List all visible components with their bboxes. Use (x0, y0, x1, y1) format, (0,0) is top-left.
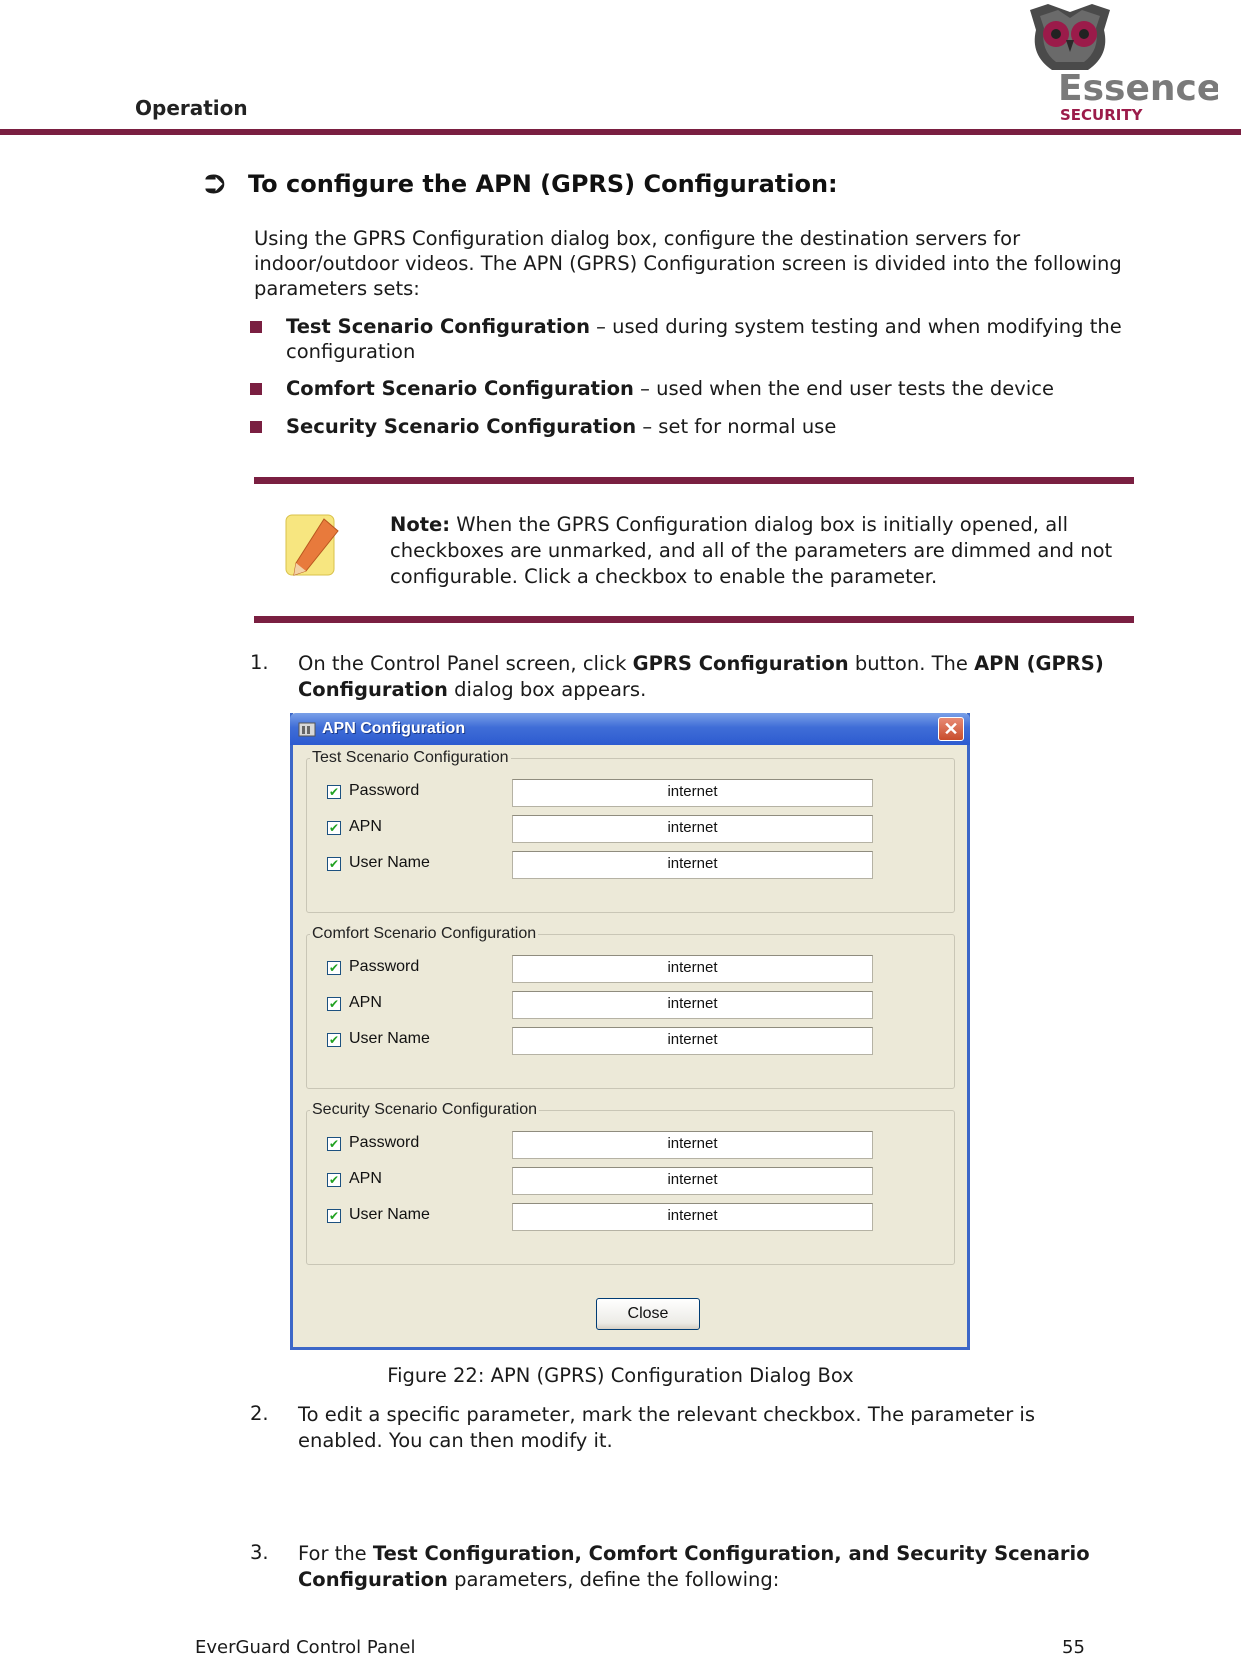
owl-icon (1030, 4, 1110, 70)
user-name-checkbox[interactable]: ✔ (328, 1033, 340, 1047)
step-number: 2. (250, 1402, 269, 1425)
user-name-field[interactable]: internet (512, 851, 873, 879)
section-title: Operation (135, 96, 248, 120)
bullet-term: Test Scenario Configuration (286, 315, 590, 338)
figure-caption: Figure 22: APN (GPRS) Configuration Dialog Box (387, 1364, 854, 1387)
password-label: Password (349, 1134, 420, 1151)
apn-label: APN (349, 1170, 382, 1187)
dialog-titlebar[interactable] (290, 713, 970, 745)
password-field[interactable]: internet (512, 955, 873, 983)
apn-checkbox[interactable]: ✔ (328, 1173, 340, 1187)
bullet-square-icon (250, 383, 262, 395)
user-name-label: User Name (349, 1030, 430, 1047)
dialog-title: APN Configuration (322, 720, 466, 737)
step-text: To edit a specific parameter, mark the relevant checkbox. The parameter is enabled. You can then modify it. (298, 1403, 1036, 1452)
user-name-row (327, 1203, 887, 1229)
bullet-term: Comfort Scenario Configuration (286, 377, 634, 400)
security-scenario-group (306, 1101, 955, 1265)
bullet-text: – used during system testing and when modifying the configuration (286, 315, 1122, 363)
password-checkbox[interactable]: ✔ (328, 961, 340, 975)
note-pencil-icon (284, 513, 342, 579)
procedure-heading: To configure the APN (GPRS) Configuration: (248, 170, 838, 198)
user-name-checkbox[interactable]: ✔ (328, 857, 340, 871)
apn-field[interactable]: internet (512, 815, 873, 843)
header-rule (0, 129, 1241, 135)
footer-product: EverGuard Control Panel (195, 1637, 416, 1656)
arrow-icon: ⮊ (205, 170, 225, 200)
bullet-text: – set for normal use (636, 415, 837, 438)
page-number: 55 (1062, 1637, 1085, 1656)
group-legend: Security Scenario Configuration (312, 1101, 538, 1118)
step-number: 1. (250, 651, 269, 674)
close-icon[interactable]: ✕ (938, 717, 964, 741)
app-icon (298, 720, 316, 738)
user-name-label: User Name (349, 1206, 430, 1223)
bullet-square-icon (250, 421, 262, 433)
user-name-label: User Name (349, 854, 430, 871)
password-label: Password (349, 958, 420, 975)
password-row (327, 779, 887, 805)
apn-checkbox[interactable]: ✔ (328, 997, 340, 1011)
apn-configuration-dialog (290, 713, 970, 1350)
essence-security-logo (1018, 0, 1218, 126)
user-name-row (327, 851, 887, 877)
step-text: For the Test Configuration, Comfort Configuration, and Security Scenario Configuration parameters, define the following: (298, 1542, 1090, 1591)
note-label: Note: (390, 513, 451, 536)
user-name-checkbox[interactable]: ✔ (328, 1209, 340, 1223)
apn-field[interactable]: internet (512, 1167, 873, 1195)
close-button[interactable]: Close (596, 1298, 700, 1330)
note-body: When the GPRS Configuration dialog box is initially opened, all checkboxes are unmarked, and all of the parameters are dimmed and not configurable. Click a checkbox to enable the parameter. (390, 513, 1113, 588)
comfort-scenario-group (306, 925, 955, 1089)
bullet-square-icon (250, 321, 262, 333)
apn-field[interactable]: internet (512, 991, 873, 1019)
apn-label: APN (349, 994, 382, 1011)
apn-row (327, 1167, 887, 1193)
note-rule-bottom (254, 616, 1134, 623)
test-scenario-group (306, 749, 955, 913)
bullet-text: – used when the end user tests the device (633, 377, 1054, 400)
apn-row (327, 815, 887, 841)
bullet-term: Security Scenario Configuration (286, 415, 637, 438)
step-text: On the Control Panel screen, click GPRS Configuration button. The APN (GPRS) Configuration dialog box appears. (298, 652, 1104, 701)
group-legend: Comfort Scenario Configuration (312, 925, 537, 942)
user-name-field[interactable]: internet (512, 1027, 873, 1055)
user-name-row (327, 1027, 887, 1053)
password-field[interactable]: internet (512, 779, 873, 807)
apn-label: APN (349, 818, 382, 835)
apn-checkbox[interactable]: ✔ (328, 821, 340, 835)
note-text (390, 512, 1130, 590)
note-rule-top (254, 477, 1134, 484)
svg-text:SECURITY: SECURITY (1060, 106, 1143, 124)
intro-paragraph: Using the GPRS Configuration dialog box, configure the destination servers for indoor/outdoor videos. The APN (GPRS) Configuration screen is divided into the following parameters sets: (254, 227, 1122, 300)
svg-text:Essence: Essence (1058, 68, 1218, 109)
step-number: 3. (250, 1541, 269, 1564)
password-row (327, 955, 887, 981)
password-row (327, 1131, 887, 1157)
password-checkbox[interactable]: ✔ (328, 785, 340, 799)
password-field[interactable]: internet (512, 1131, 873, 1159)
apn-row (327, 991, 887, 1017)
group-legend: Test Scenario Configuration (312, 749, 509, 766)
user-name-field[interactable]: internet (512, 1203, 873, 1231)
password-checkbox[interactable]: ✔ (328, 1137, 340, 1151)
password-label: Password (349, 782, 420, 799)
